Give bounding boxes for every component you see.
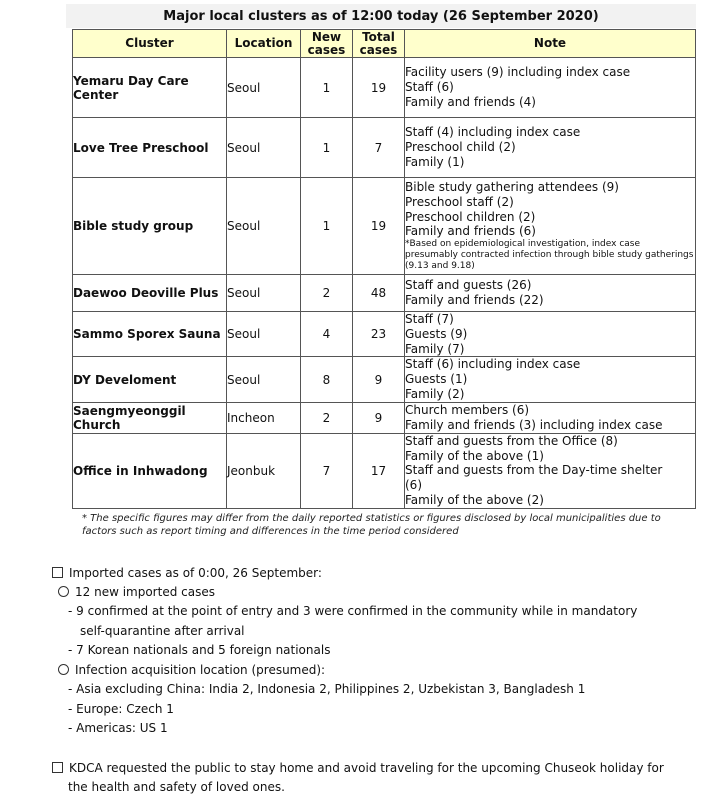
cluster-location: Seoul	[227, 118, 301, 178]
table-title-text: Major local clusters as of 12:00 today (26 September 2020)	[163, 8, 599, 24]
note-line: Family and friends (22)	[405, 293, 544, 307]
cluster-note	[405, 118, 696, 178]
note-line: Family (2)	[405, 386, 465, 401]
header-total-line2: cases	[359, 42, 398, 57]
note-line: Facility users (9) including index case	[405, 65, 631, 80]
table-header-row	[73, 30, 696, 58]
cluster-name: Love Tree Preschool	[73, 118, 227, 178]
note-line: Staff (4) including index case	[405, 125, 581, 140]
note-line: Preschool children (2)	[405, 209, 536, 224]
note-line: Church members (6)	[405, 402, 530, 417]
table-row	[73, 58, 696, 118]
cluster-location: Seoul	[227, 275, 301, 312]
header-new-cases	[301, 30, 353, 58]
new-cases: 2	[301, 275, 353, 312]
clusters-table	[72, 29, 696, 509]
note-line: Staff and guests from the Day-time shelter	[405, 463, 663, 478]
cluster-name: Yemaru Day Care Center	[73, 58, 227, 118]
cluster-note	[405, 433, 696, 508]
imported-asia: - Asia excluding China: India 2, Indonesia 2, Philippines 2, Uzbekistan 3, Bangladesh 1	[68, 682, 586, 696]
cluster-name: Sammo Sporex Sauna	[73, 312, 227, 357]
cluster-name: DY Develoment	[73, 357, 227, 402]
note-epidemiological-remark: *Based on epidemiological investigation, index case presumably contracted infection through bible study gatherings (9.13 and 9.18)	[405, 239, 694, 272]
new-cases: 4	[301, 312, 353, 357]
cluster-location: Incheon	[227, 402, 301, 433]
imported-location-heading-text: Infection acquisition location (presumed):	[75, 663, 326, 677]
cluster-location: Seoul	[227, 58, 301, 118]
header-cluster: Cluster	[73, 30, 227, 58]
imported-heading	[52, 566, 322, 580]
note-line: Preschool staff (2)	[405, 194, 514, 209]
total-cases: 9	[353, 402, 405, 433]
note-line: Family of the above (1)	[405, 448, 544, 463]
cluster-note	[405, 312, 696, 357]
note-line: Staff (6) including index case	[405, 357, 581, 372]
imported-new-cases-text: 12 new imported cases	[75, 585, 215, 599]
cluster-note	[405, 275, 696, 312]
table-title	[66, 4, 696, 28]
table-row	[73, 402, 696, 433]
total-cases: 48	[353, 275, 405, 312]
imported-location-heading	[58, 663, 325, 677]
cluster-note	[405, 402, 696, 433]
total-cases: 17	[353, 433, 405, 508]
kdca-notice	[52, 761, 664, 775]
cluster-note	[405, 357, 696, 402]
header-note: Note	[405, 30, 696, 58]
total-cases: 19	[353, 178, 405, 275]
header-new-line2: cases	[307, 42, 346, 57]
new-cases: 2	[301, 402, 353, 433]
cluster-location: Seoul	[227, 178, 301, 275]
table-row	[73, 312, 696, 357]
table-row	[73, 118, 696, 178]
cluster-name: Office in Inhwadong	[73, 433, 227, 508]
note-line: Guests (9)	[405, 326, 468, 341]
table-footnote: * The specific figures may differ from the daily reported statistics or figures disclosed by local municipalities due to factors such as report timing and differences in the time period considered	[82, 513, 661, 537]
note-line: Guests (1)	[405, 372, 468, 387]
new-cases: 8	[301, 357, 353, 402]
total-cases: 7	[353, 118, 405, 178]
imported-heading-text: Imported cases as of 0:00, 26 September:	[69, 566, 322, 580]
imported-detail-1a: - 9 confirmed at the point of entry and 3 were confirmed in the community while in mandatory	[68, 604, 638, 618]
note-line: Preschool child (2)	[405, 140, 516, 155]
note-line: Family and friends (3) including index case	[405, 417, 663, 432]
table-row	[73, 433, 696, 508]
total-cases: 9	[353, 357, 405, 402]
total-cases: 23	[353, 312, 405, 357]
table-row	[73, 357, 696, 402]
note-line: Family of the above (2)	[405, 492, 544, 507]
table-row	[73, 275, 696, 312]
note-line: Family (7)	[405, 341, 465, 356]
cluster-location: Seoul	[227, 312, 301, 357]
header-new-line1: New	[311, 29, 342, 44]
table-row	[73, 178, 696, 275]
circle-bullet-icon	[58, 586, 69, 597]
note-line: Family (1)	[405, 154, 465, 169]
note-line: Staff (7)	[405, 312, 454, 326]
cluster-name: Saengmyeonggil Church	[73, 402, 227, 433]
header-location: Location	[227, 30, 301, 58]
header-total-cases	[353, 30, 405, 58]
total-cases: 19	[353, 58, 405, 118]
imported-americas: - Americas: US 1	[68, 721, 168, 735]
note-line: Staff and guests (26)	[405, 278, 532, 293]
cluster-note	[405, 178, 696, 275]
note-line: Staff (6)	[405, 80, 454, 95]
note-line: Family and friends (4)	[405, 94, 536, 109]
note-line: Bible study gathering attendees (9)	[405, 179, 619, 194]
note-line: (6)	[405, 478, 422, 493]
checkbox-square-icon	[52, 567, 63, 578]
cluster-location: Seoul	[227, 357, 301, 402]
new-cases: 1	[301, 118, 353, 178]
cluster-note	[405, 58, 696, 118]
cluster-location: Jeonbuk	[227, 433, 301, 508]
kdca-line-1: KDCA requested the public to stay home and avoid traveling for the upcoming Chuseok holiday for	[69, 761, 664, 775]
new-cases: 1	[301, 58, 353, 118]
imported-detail-1b: self-quarantine after arrival	[80, 624, 245, 638]
imported-new-cases	[58, 585, 215, 599]
kdca-line-2: the health and safety of loved ones.	[68, 780, 285, 794]
imported-detail-2: - 7 Korean nationals and 5 foreign nationals	[68, 643, 331, 657]
cluster-name: Daewoo Deoville Plus	[73, 275, 227, 312]
new-cases: 1	[301, 178, 353, 275]
circle-bullet-icon	[58, 664, 69, 675]
note-line: Staff and guests from the Office (8)	[405, 433, 618, 448]
note-line: Family and friends (6)	[405, 224, 536, 239]
new-cases: 7	[301, 433, 353, 508]
checkbox-square-icon	[52, 762, 63, 773]
imported-europe: - Europe: Czech 1	[68, 702, 174, 716]
cluster-name: Bible study group	[73, 178, 227, 275]
header-total-line1: Total	[362, 29, 395, 44]
